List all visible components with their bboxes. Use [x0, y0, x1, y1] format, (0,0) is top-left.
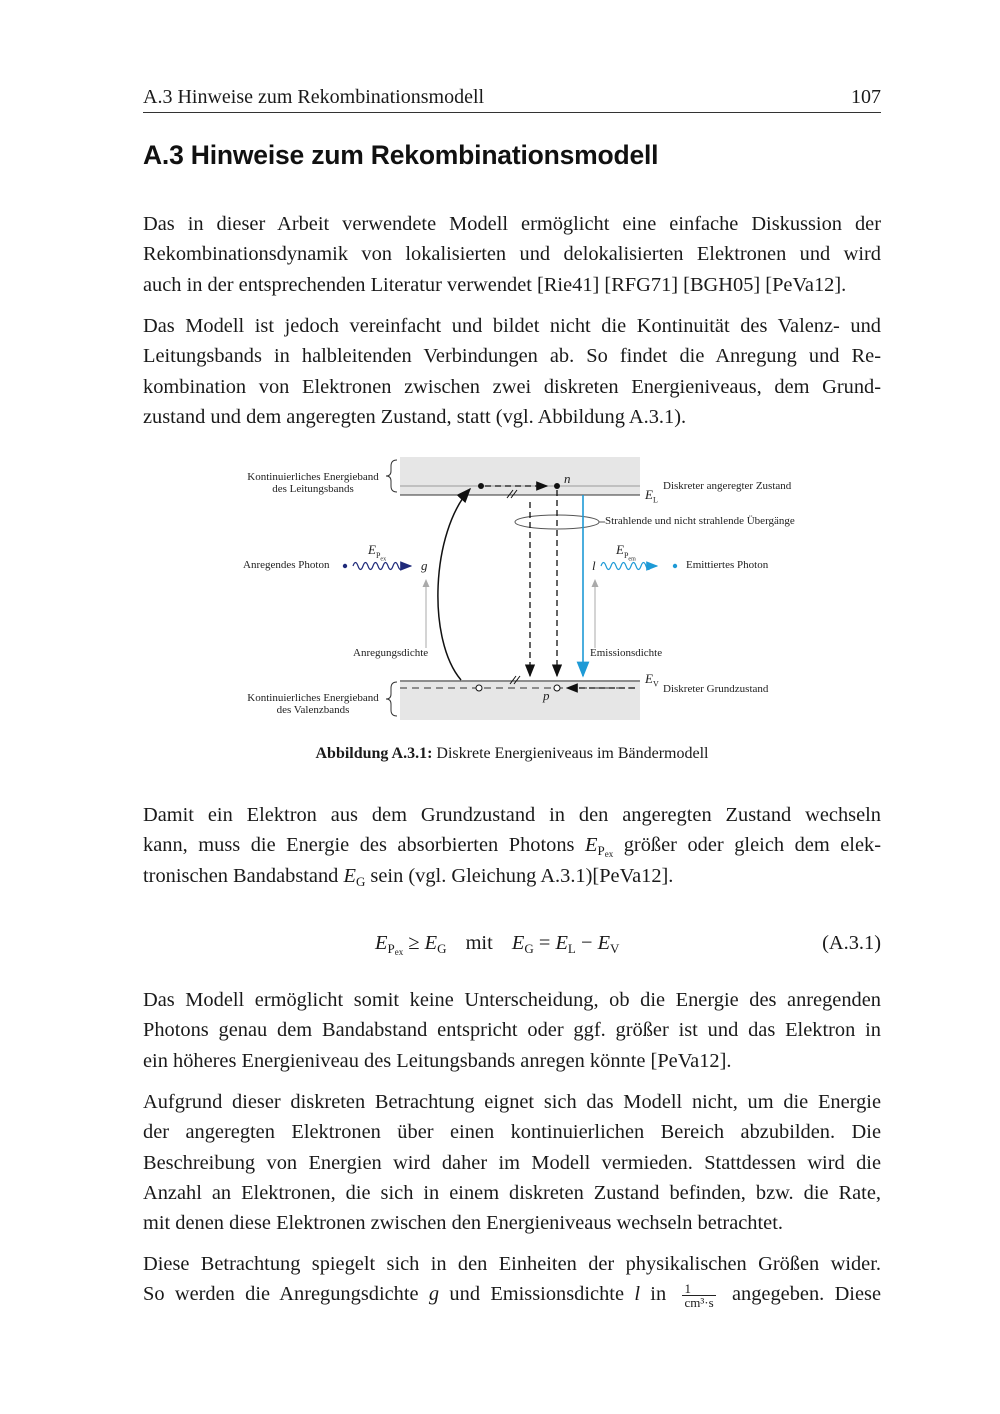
text-line: Das in dieser Arbeit verwendete Modell ermöglicht eine einfache Diskussion der [143, 213, 881, 235]
text-line: Beschreibung von Energien wird daher im Modell vermieden. Stattdessen wird die [143, 1151, 881, 1174]
math-subsub: ex [604, 849, 614, 860]
math-var: E [375, 932, 388, 954]
var-sub-text: P [375, 550, 381, 560]
math-subsub: ex [394, 947, 404, 957]
math-var: E [343, 864, 356, 887]
paragraph-1 [143, 209, 881, 300]
emitted-photon-wave [601, 563, 657, 570]
math-sub-text: P [597, 843, 605, 859]
valence-band [400, 680, 640, 720]
section-title: A.3 Hinweise zum Rekombinationsmodell [143, 140, 659, 170]
math-text: mit [465, 932, 493, 954]
fraction-denominator: cm³·s [684, 1295, 714, 1311]
text-line: kombination von Elektronen zwischen zwei diskreten Energieniveaus, dem Grund- [143, 375, 881, 398]
text-line: mit denen diese Elektronen zwischen den Energieniveaus wechseln betrachtet. [143, 1212, 783, 1235]
label-conduction-band [243, 471, 383, 495]
text-line: Diese Betrachtung spiegelt sich in den Einheiten der physikalischen Größen wider. [143, 1253, 881, 1275]
text-line: zustand und dem angeregten Zustand, statt (vgl. Abbildung A.3.1). [143, 405, 687, 428]
text-line-with-math [143, 861, 881, 891]
var-subsub: ex [380, 556, 387, 563]
incoming-photon-wave [353, 563, 411, 570]
var-sub [623, 550, 636, 563]
text-segment: in [639, 1283, 677, 1306]
excitation-arrow [438, 489, 470, 680]
math-op: = [533, 932, 556, 954]
paragraph-4 [143, 985, 881, 1076]
figure-caption [143, 745, 881, 763]
text-segment: angegeben. Diese [721, 1283, 881, 1306]
text-line: Damit ein Elektron aus dem Grundzustand in den angeregten Zustand wechseln [143, 804, 881, 826]
text-line: der angeregten Elektronen über einen kontinuierlichen Bereich abzubilden. Die [143, 1121, 881, 1144]
var-Epex [368, 542, 386, 562]
text-segment: größer oder gleich dem elek- [613, 834, 881, 857]
text-line: Rekombinationsdynamik von lokalisierten und delokalisierten Elektronen und wird [143, 243, 881, 266]
var-g: g [421, 558, 428, 573]
var-sub: V [652, 679, 659, 689]
var-EL [645, 487, 658, 505]
running-head-title: A.3 Hinweise zum Rekombinationsmodell [143, 86, 485, 108]
math-sub: L [567, 941, 576, 956]
math-var: g [428, 1283, 440, 1306]
math-sub: G [524, 941, 534, 956]
text-line: Das Modell ermöglicht somit keine Unterscheidung, ob die Energie des anregenden [143, 989, 881, 1011]
photon-source-dot [343, 564, 347, 568]
label-text: Kontinuierliches Energieband [247, 471, 379, 483]
label-ground-state: Diskreter Grundzustand [663, 683, 769, 695]
math-var: l [634, 1283, 640, 1306]
var-sub-text: P [623, 550, 629, 560]
text-line: Aufgrund dieser diskreten Betrachtung eignet sich das Modell nicht, um die Energie [143, 1091, 881, 1113]
electron-n-dot [554, 483, 560, 489]
paragraph-3 [143, 800, 881, 891]
math-sub: V [610, 941, 620, 956]
running-head [143, 84, 881, 113]
var-p: p [543, 688, 550, 703]
label-emission-density: Emissionsdichte [590, 647, 663, 659]
paragraph-2 [143, 311, 881, 432]
var-n: n [564, 471, 571, 486]
equation-A31 [143, 930, 881, 962]
var-text: E [368, 542, 376, 557]
text-line: auch in der entsprechenden Literatur verwendet [Rie41] [RFG71] [BGH05] [PeVa12]. [143, 273, 847, 296]
label-transitions: Strahlende und nicht strahlende Übergänge [605, 515, 795, 527]
hole-p-icon [554, 685, 560, 691]
label-valence-band [243, 692, 383, 716]
page-number: 107 [851, 86, 881, 108]
math-op: ≥ [403, 932, 425, 954]
math-op: − [575, 932, 598, 954]
equation-body [375, 932, 619, 957]
equation-number: (A.3.1) [822, 932, 881, 954]
text-segment: sein (vgl. Gleichung A.3.1)[PeVa12]. [365, 864, 674, 887]
label-incoming-photon: Anregendes Photon [243, 559, 330, 571]
hole-icon [476, 685, 482, 691]
label-excited-state: Diskreter angeregter Zustand [663, 480, 792, 492]
text-line: Anzahl an Elektronen, die sich in einem diskreten Zustand befinden, bzw. die Rate, [143, 1181, 881, 1204]
var-text: E [645, 487, 653, 502]
text-segment: und Emissionsdichte [439, 1283, 635, 1306]
var-Epem [616, 542, 636, 562]
math-var: E [511, 932, 525, 954]
var-text: E [645, 671, 653, 686]
text-segment: tronischen Bandabstand [143, 864, 344, 887]
text-line-with-math [143, 830, 881, 860]
caption-label: Abbildung A.3.1: [315, 745, 433, 762]
var-sub [375, 550, 387, 563]
text-line: Das Modell ist jedoch vereinfacht und bildet nicht die Kontinuität des Valenz- und [143, 315, 881, 337]
var-subsub: em [628, 556, 636, 563]
vb-bracket-icon [386, 682, 397, 716]
cb-bracket-icon [386, 460, 397, 492]
caption-text: Diskrete Energieniveaus im Bändermodell [432, 745, 709, 762]
label-text: Kontinuierliches Energieband [247, 692, 379, 704]
math-var: E [597, 932, 611, 954]
math-sub: G [355, 873, 366, 889]
text-line: Photons genau dem Bandabstand entspricht oder ggf. größer ist und das Elektron in [143, 1019, 881, 1042]
unit-fraction [682, 1282, 715, 1309]
figure-band-model [235, 452, 825, 727]
label-excitation-density: Anregungsdichte [353, 647, 429, 659]
text-line-with-math [143, 1279, 881, 1309]
math-sub-text: P [387, 941, 395, 956]
label-text: des Valenzbands [276, 704, 350, 716]
var-EV [645, 671, 659, 689]
math-sub [387, 941, 403, 956]
conduction-band [400, 457, 640, 495]
text-segment: So werden die Anregungsdichte [143, 1283, 429, 1306]
photon-emitted-dot [673, 564, 677, 568]
paragraph-6 [143, 1249, 881, 1310]
math-var: E [424, 932, 438, 954]
math-sub: G [437, 941, 447, 956]
var-l: l [592, 558, 596, 573]
paragraph-5 [143, 1087, 881, 1238]
math-sub [597, 843, 613, 858]
electron-dot [478, 483, 484, 489]
math-var: E [585, 834, 598, 857]
text-line: ein höheres Energieniveau des Leitungsbands anregen könnte [PeVa12]. [143, 1049, 732, 1072]
fraction-numerator: 1 [682, 1282, 715, 1296]
label-text: des Leitungsbands [272, 483, 354, 495]
math-var: E [555, 932, 568, 954]
label-emitted-photon: Emittiertes Photon [686, 559, 769, 571]
text-segment: kann, muss die Energie des absorbierten Photons [143, 834, 585, 857]
var-text: E [616, 542, 624, 557]
text-line: Leitungsbands in halbleitenden Verbindungen ab. So findet die Anregung und Re- [143, 345, 881, 368]
var-sub: L [652, 495, 658, 505]
